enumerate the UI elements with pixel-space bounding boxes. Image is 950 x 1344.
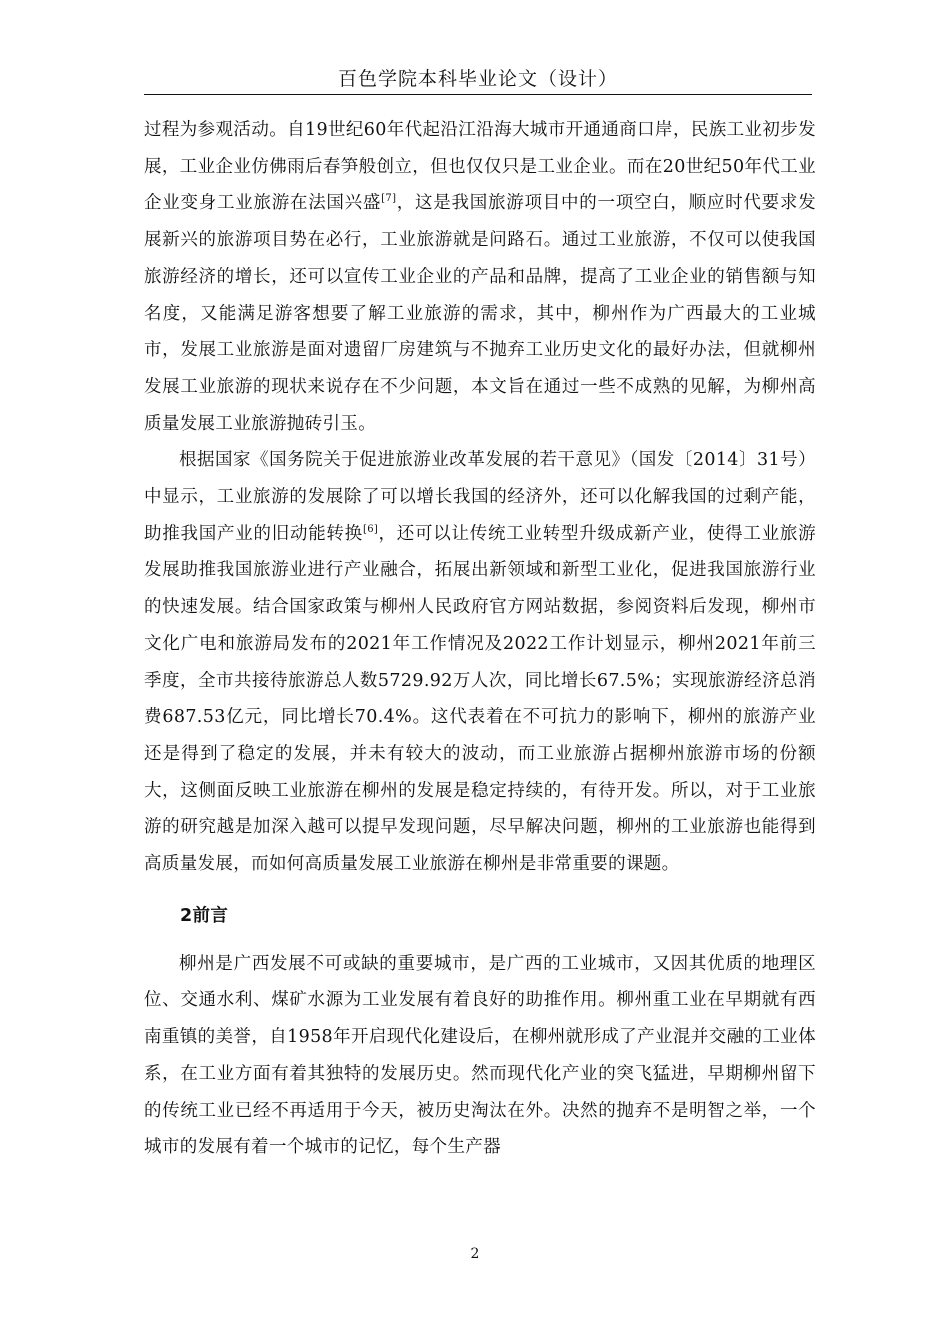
paragraph-policy [144, 442, 816, 882]
section-heading: 2前言 [180, 905, 229, 926]
paragraph-text: 过程为参观活动。自19世纪60年代起沿江沿海大城市开通通商口岸，民族工业初步发展，工业企业仿佛雨后春笋般创立，但也仅仅只是工业企业。而在20世纪50年代工业企业变身工业旅游在法国兴盛 [144, 120, 816, 214]
paragraph-preface: 柳州是广西发展不可或缺的重要城市，是广西的工业城市，又因其优质的地理区位、交通水利、煤矿水源为工业发展有着良好的助推作用。柳州重工业在早期就有西南重镇的美誉，自1958年开启现代化建设后，在柳州就形成了产业混并交融的工业体系，在工业方面有着其独特的发展历史。然而现代化产业的突飞猛进，早期柳州留下的传统工业已经不再适用于今天，被历史淘汰在外。决然的抛弃不是明智之举，一个城市的发展有着一个城市的记忆，每个生产器 [144, 953, 816, 1158]
citation-ref: [6] [362, 523, 379, 535]
running-header-title: 百色学院本科毕业论文（设计） [337, 68, 618, 90]
body-text [144, 112, 816, 1166]
citation-ref: [7] [381, 193, 397, 205]
page-number: 2 [470, 1246, 480, 1262]
paragraph-continuation [144, 112, 816, 442]
header-rule [144, 94, 812, 95]
paragraph-text: 根据国家《国务院关于促进旅游业改革发展的若干意见》（国发〔2014〕31号）中显示，工业旅游的发展除了可以增长我国的经济外，还可以化解我国的过剩产能，助推我国产业的旧动能转换 [144, 450, 816, 544]
paragraph-text: ，这是我国旅游项目中的一项空白，顺应时代要求发展新兴的旅游项目势在必行，工业旅游就是问路石。通过工业旅游，不仅可以使我国旅游经济的增长，还可以宣传工业企业的产品和品牌，提高了工业企业的销售额与知名度，又能满足游客想要了解工业旅游的需求，其中，柳州作为广西最大的工业城市，发展工业旅游是面对遗留厂房建筑与不抛弃工业历史文化的最好办法，但就柳州发展工业旅游的现状来说存在不少问题，本文旨在通过一些不成熟的见解，为柳州高质量发展工业旅游抛砖引玉。 [144, 193, 816, 434]
paragraph-text: ，还可以让传统工业转型升级成新产业，使得工业旅游发展助推我国旅游业进行产业融合，拓展出新领域和新型工业化，促进我国旅游行业的快速发展。结合国家政策与柳州人民政府官方网站数据，参阅资料后发现，柳州市文化广电和旅游局发布的2021年工作情况及2022工作计划显示，柳州2021年前三季度，全市共接待旅游总人数5729.92万人次，同比增长67.5%；实现旅游经济总消费687.53亿元，同比增长70.4%。这代表着在不可抗力的影响下，柳州的旅游产业还是得到了稳定的发展，并未有较大的波动，而工业旅游占据柳州旅游市场的份额大，这侧面反映工业旅游在柳州的发展是稳定持续的，有待开发。所以，对于工业旅游的研究越是加深入越可以提早发现问题，尽早解决问题，柳州的工业旅游也能得到高质量发展，而如何高质量发展工业旅游在柳州是非常重要的课题。 [144, 523, 817, 875]
